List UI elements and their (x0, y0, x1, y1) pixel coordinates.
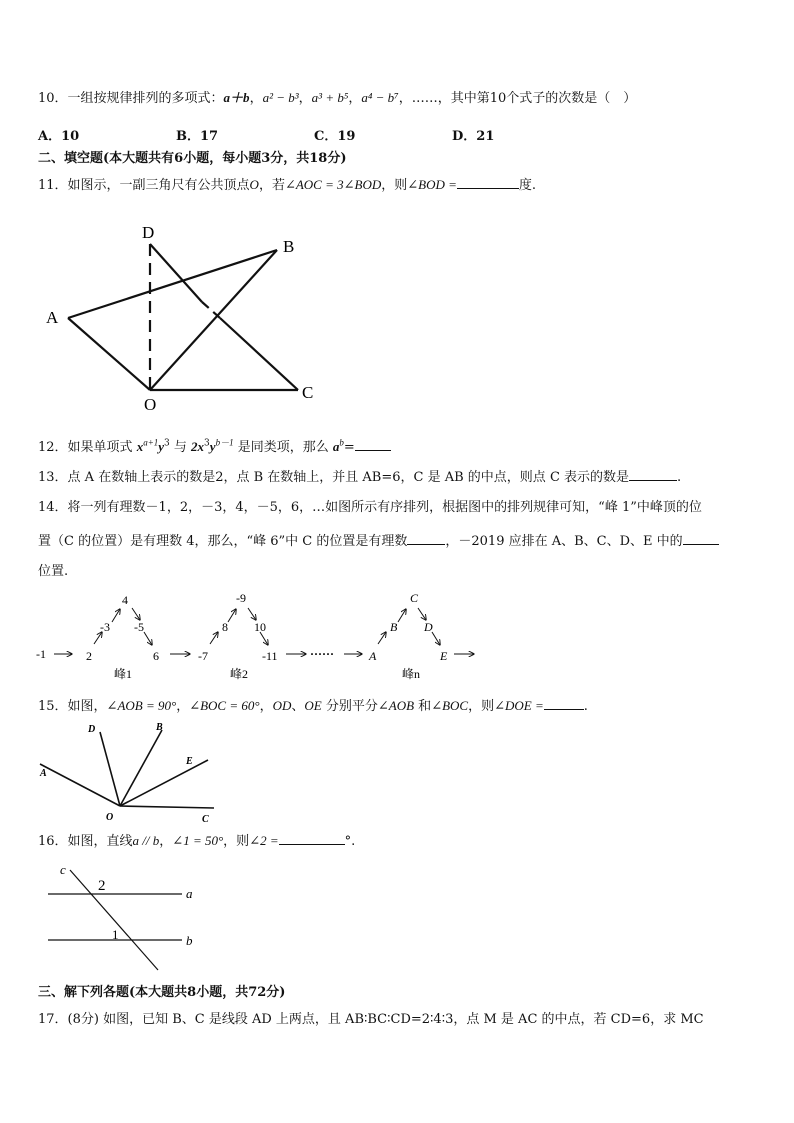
q12-text: 是同类项，那么 (233, 440, 333, 455)
label-b: B (156, 722, 163, 733)
q15-text: 和 (414, 699, 432, 714)
peakn-e: E (440, 649, 448, 663)
arrow (112, 609, 120, 622)
question-14-line-3: 位置. (38, 564, 69, 579)
section-2-heading: 二、填空题(本大题共有6小题，每小题3分，共18分) (38, 151, 347, 166)
separator: ， (298, 91, 312, 106)
label-e: E (186, 756, 193, 767)
q15-angle: ∠AOB (377, 698, 415, 713)
peakn-b: B (390, 620, 398, 634)
peak2-c: -9 (236, 591, 246, 605)
q10-stem: 10．一组按规律排列的多项式： (38, 91, 224, 106)
separator: ， (249, 91, 263, 106)
question-16 (38, 832, 355, 851)
q10-choice-d[interactable]: D．21 (452, 129, 495, 144)
arrow (132, 608, 140, 620)
answer-blank[interactable] (629, 468, 677, 481)
q16-cond: ∠1 = 50° (172, 833, 224, 848)
ellipsis: ······ (310, 647, 335, 661)
q11-vertex: O (249, 177, 259, 192)
q13-stem: 13．点 A 在数轴上表示的数是2，点 B 在数轴上，并且 AB=6，C 是 AB 的中点，则点 C 表示的数是 (38, 470, 630, 485)
q15-text: ，则 (468, 699, 495, 714)
q14-text: ，－2019 应排在 A、B、C、D、E 中的 (445, 534, 683, 549)
label-b: b (186, 933, 193, 948)
q11-ask: ∠BOD = (407, 177, 457, 192)
q10-ask: ，……，其中第10个式子的次数是（ ） (398, 91, 637, 106)
q12-exp: a+1 (143, 437, 159, 448)
peak2-d: 10 (254, 620, 266, 634)
q16-figure (40, 858, 210, 978)
line-c (70, 870, 158, 970)
q15-ray: OD (272, 698, 292, 713)
answer-blank[interactable] (457, 176, 519, 189)
q16-stem: 16．如图，直线 (38, 834, 133, 849)
angle-2-label: 2 (98, 878, 106, 894)
separator: ， (176, 699, 190, 714)
separator: ， (159, 834, 173, 849)
q11-text: ，则 (381, 178, 408, 193)
q16-text: ，则 (223, 834, 250, 849)
label-d: D (142, 223, 155, 242)
separator: 、 (291, 699, 305, 714)
q15-text: 分别平分 (321, 699, 378, 714)
q15-stem: 15．如图， (38, 699, 107, 714)
seq-start: -1 (36, 647, 46, 661)
q11-stem: 11．如图示，一副三角尺有公共顶点 (38, 178, 250, 193)
label-o: O (144, 395, 157, 414)
answer-blank[interactable] (355, 438, 391, 451)
q14-text: 置（C 的位置）是有理数 4，那么，“峰 6”中 C 的位置是有理数 (38, 534, 408, 549)
segment-ao (68, 318, 150, 390)
q10-choice-a[interactable]: A．10 (38, 129, 80, 144)
separator: ， (259, 699, 273, 714)
q10-term-4: a⁴ − b⁷ (361, 90, 399, 105)
caption-peak2: 峰2 (230, 667, 249, 681)
q12-exp: b－1 (215, 437, 234, 448)
q16-degree: ° (344, 834, 352, 849)
label-c: C (302, 383, 314, 402)
ray-oc (120, 806, 214, 808)
label-o: O (106, 812, 114, 823)
peak1-d: -5 (134, 620, 144, 634)
q11-figure (40, 218, 330, 418)
angle-1-label: 1 (112, 927, 119, 942)
peakn-d: D (424, 620, 433, 634)
q12-exp: 3 (204, 438, 210, 449)
label-a: A (40, 768, 47, 779)
answer-blank[interactable] (544, 697, 584, 710)
q15-angle: ∠BOC (431, 698, 469, 713)
label-c: C (202, 814, 209, 825)
question-14-line-1: 14．将一列有理数－1，2，－3，4，－5，6，…如图所示有序排列，根据图中的排列规律可知，“峰 1”中峰顶的位 (38, 500, 702, 515)
arrow (248, 608, 256, 620)
q12-stem: 12．如果单项式 (38, 440, 137, 455)
arrow (398, 609, 406, 622)
question-12 (38, 438, 391, 457)
q10-choice-b[interactable]: B．17 (176, 129, 219, 144)
arrow (378, 632, 386, 644)
question-17: 17．(8分) 如图，已知 B、C 是线段 AD 上两点，且 AB∶BC∶CD=2∶4∶3，点 M 是 AC 的中点，若 CD=6，求 MC (38, 1012, 704, 1027)
label-a: A (46, 308, 59, 327)
q15-cond: ∠AOB = 90° (106, 698, 177, 713)
peak2-b: 8 (222, 620, 228, 634)
q15-ask: ∠DOE = (494, 698, 544, 713)
question-14-line-2 (38, 532, 719, 551)
arrow (210, 632, 218, 644)
caption-peakn: 峰n (402, 667, 421, 681)
q12-exp: 3 (164, 438, 170, 449)
q15-end: . (583, 699, 588, 714)
label-d: D (88, 724, 96, 735)
peak1-c: 4 (122, 593, 128, 607)
peak2-e: -11 (262, 649, 278, 663)
q10-term-3: a³ + b⁵ (311, 90, 349, 105)
triangle-lines (68, 244, 298, 390)
arrow (228, 609, 236, 622)
label-a: a (186, 886, 193, 901)
label-b: B (283, 237, 295, 256)
label-c: c (60, 862, 66, 877)
q12-eq: = (343, 440, 355, 455)
q16-parallel: a // b (132, 833, 160, 848)
peakn-a: A (369, 649, 377, 663)
q16-ask: ∠2 = (249, 833, 279, 848)
segment-dc-upper (150, 244, 202, 302)
peak1-b: -3 (100, 620, 110, 634)
ray-od (100, 732, 120, 806)
q15-cond: ∠BOC = 60° (189, 698, 260, 713)
q11-condition: ∠AOC = 3∠BOD (284, 177, 382, 192)
arrow (432, 632, 440, 645)
q10-choice-c[interactable]: C．19 (314, 129, 356, 144)
q12-var: y (209, 439, 216, 454)
q10-term-2: a² − b³ (262, 90, 299, 105)
question-10 (38, 89, 636, 108)
q12-var: x (136, 439, 144, 454)
q12-text: 与 (169, 440, 192, 455)
segment-dc-lower (220, 318, 298, 390)
segment-dc-dashed (202, 302, 220, 318)
q13-end: . (677, 470, 682, 485)
question-15 (38, 697, 588, 716)
q16-end: . (351, 834, 356, 849)
peak1-e: 6 (153, 649, 159, 663)
separator: ， (348, 91, 362, 106)
q15-ray: OE (304, 698, 322, 713)
question-13 (38, 468, 681, 487)
arrow (144, 632, 152, 645)
q11-text: ，若 (258, 178, 285, 193)
question-11 (38, 176, 536, 195)
q12-var: 2x (191, 439, 205, 454)
ray-oa (40, 764, 120, 806)
section-3-heading: 三、解下列各题(本大题共8小题，共72分) (38, 985, 286, 1000)
answer-blank[interactable] (683, 532, 719, 545)
q10-term-1: a＋b (223, 90, 250, 105)
q11-unit: 度. (518, 178, 537, 193)
peakn-c: C (410, 591, 419, 605)
answer-blank[interactable] (407, 532, 445, 545)
caption-peak1: 峰1 (114, 667, 133, 681)
peak1-a: 2 (86, 649, 92, 663)
q14-figure (36, 588, 496, 688)
q15-figure (38, 720, 228, 830)
q12-var: y (158, 439, 165, 454)
q12-exp: b (339, 437, 344, 448)
q12-var: a (332, 439, 340, 454)
arrow (418, 608, 426, 620)
answer-blank[interactable] (279, 832, 345, 845)
peak2-a: -7 (198, 649, 208, 663)
